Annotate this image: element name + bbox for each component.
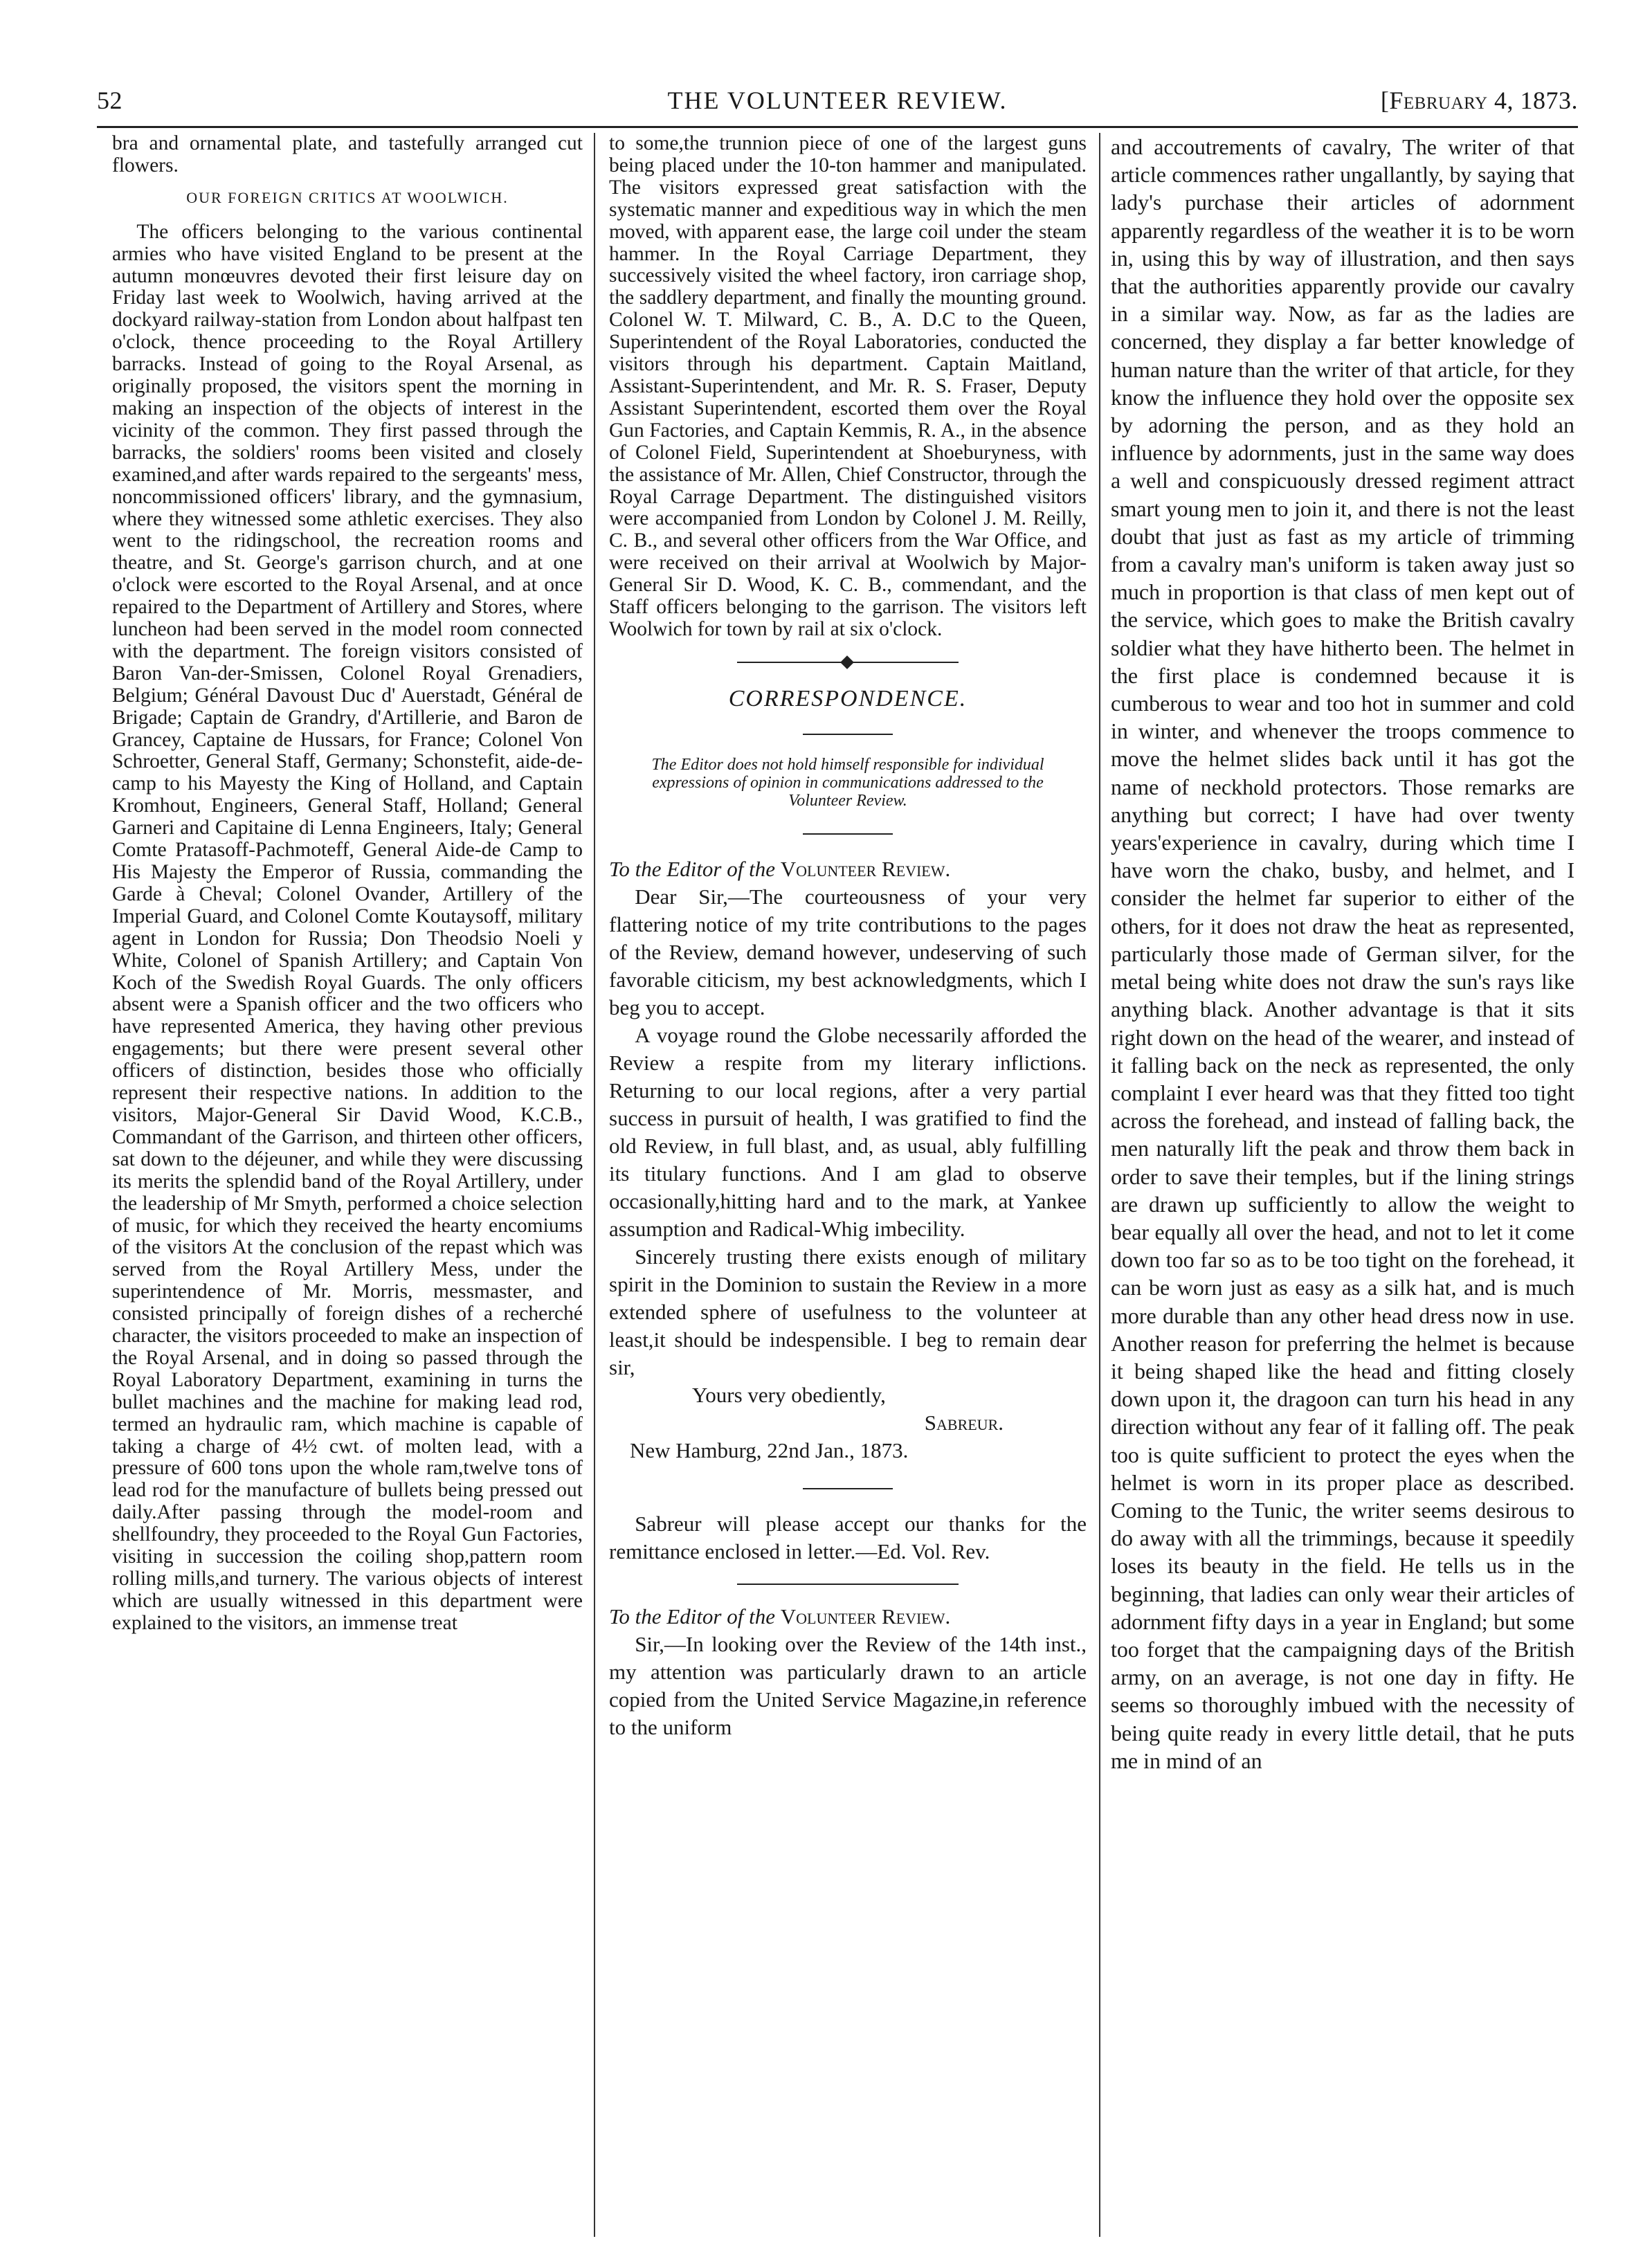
column-2: [609, 133, 1087, 2237]
article-paragraph: to some,the trunnion piece of one of the largest guns being placed under the 10-ton hammer and manipulated. The visitors expressed great satisfaction with the systematic manner and expeditious way in which the men moved, with apparent ease, the large coil under the steam hammer. In the Royal Carriage Department, they successively visited the wheel factory, iron carriage shop, the saddlery department, and finally the mounting ground. Colonel W. T. Milward, C. B., A. D.C to the Queen, Superintendent of the Royal Laboratories, conducted the visitors through his department. Captain Maitland, Assistant-Superintendent, and Mr. R. S. Fraser, Deputy Assistant Superintendent, escorted them over the Royal Gun Factories, and Captain Kemmis, R. A., in the absence of Colonel Field, Superintendent at Shoeburyness, with the assistance of Mr. Allen, Chief Constructor, through the Royal Carrage Department. The distinguished visitors were accompanied from London by Colonel J. M. Reilly, C. B., and several other officers from the War Office, and were received on their arrival at Woolwich by Major-General Sir D. Wood, K. C. B., commendant, and the Staff officers belonging to the garrison. The visitors left Woolwich for town by rail at six o'clock.: [609, 133, 1087, 640]
issue-date: [February 4, 1873.: [1380, 87, 1578, 114]
letter-signature: Sabreur.: [924, 1410, 1004, 1435]
letter-continuation: and accoutrements of cavalry, The writer of that article commences rather ungallantly, by saying that lady's purchase their articles of adornment apparently regardless of the weather it is to be worn in, using this by way of illustration, and then says that the authorities apparently provide our cavalry in a similar way. Now, as far as the ladies are concerned, they display a far better knowledge of human nature than the writer of that article, for they know the influence they hold over the opposite sex by adorning the person, and as they hold an influence by adornments, just in the same way does a well and conspicuously dressed regiment attract smart young men to join it, and there is not the least doubt that just as fast as my article of trimming from a cavalry man's uniform is taken away just so much in proportion is that class of men kept out of the service, which goes to make the British cavalry soldier what they have hitherto been. The helmet in the first place is condemned because it is cumberous to wear and too hot in summer and cold in winter, and whenever the troops commence to move the helmet slides back until it has got the name of neckhold protectors. Those remarks are anything but correct; I have had over twenty years'experience in cavalry, during which time I have worn the chako, busby, and helmet, and I consider the helmet far superior to either of the others, for it does not draw the heat as represented, particularly those made of German silver, for the metal being white does not draw the sun's rays like anything black. Another advantage is that it sits right down on the head of the wearer, and instead of it falling back on the neck as represented, the only complaint I ever heard was that they fitted too tight across the forehead, and instead of falling back, the men naturally lift the peak and throw them back in order to save their temples, but if the lining strings are drawn up sufficiently to allow the weight to bear equally all over the head, and not to let it come down too far so as to be too tight on the forehead, it can be worn just as easy as a silk hat, and is much more durable than any other head dress now in use. Another reason for preferring the helmet is because it being shaped like the head and fitting closely down upon it, the dragoon can turn his head in any direction without any fear of it falling off. The peak too is quite sufficient to protect the eyes when the helmet is worn in its proper place as described. Coming to the Tunic, the writer seems desirous to do away with all the trimmings, because it speedily loses its beauty in the field. He tells us in the beginning, that ladies can only wear their articles of adornment fifty days in a year in England; but some too forget that the campaigning days of the British army, on an average, is not one day in fifty. He seems so thoroughly imbued with the necessity of being quite ready in every little detail, that he puts me in mind of an: [1111, 134, 1574, 1773]
section-divider: [737, 662, 959, 663]
column-divider: [594, 133, 595, 2237]
letter-paragraph: Sincerely trusting there exists enough of military spirit in the Dominion to sustain the Review in a more extended sphere of usefulness to the volunteer at least,it should be indespensible. I beg to remain dear sir,: [609, 1244, 1087, 1379]
letter-1: [609, 855, 1087, 1464]
columns: [97, 133, 1578, 2237]
editor-disclaimer: The Editor does not hold himself responsible for individual expressions of opinion in communications addressed to the Volunteer Review.: [651, 755, 1044, 810]
section-heading: CORRESPONDENCE.: [728, 685, 968, 711]
publication-title: THE VOLUNTEER REVIEW.: [667, 87, 1008, 114]
page-number: 52: [97, 87, 122, 114]
short-rule: [803, 1488, 893, 1489]
letter-paragraph: Dear Sir,—The courteousness of your very flattering notice of my trite contributions to the pages of the Review, demand however, undeserving of such favorable citicism, my best acknowledgments, which I beg you to accept.: [609, 884, 1087, 1019]
letter-paragraph: A voyage round the Globe necessarily afforded the Review a respite from my literary inflictions. Returning to our local regions, after a very partial success in pursuit of health, I was gratified to find the old Review, in full blast, and, as usual, ably fulfilling its titulary functions. And I am glad to observe occasionally,hitting hard and to the mark, at Yankee assumption and Radical-Whig imbecility.: [609, 1022, 1087, 1241]
letter-closing: Yours very obediently,: [692, 1382, 886, 1407]
letter-2: [609, 1603, 1087, 1741]
article-subhead: OUR FOREIGN CRITICS AT WOOLWICH.: [186, 188, 509, 206]
column-3: [1111, 133, 1574, 2237]
column-1: [112, 133, 583, 2237]
short-rule: [803, 833, 893, 835]
letter-address: To the Editor of the Volunteer Review.: [609, 1604, 951, 1629]
continued-text: bra and ornamental plate, and tastefully arranged cut flowers.: [112, 133, 583, 176]
editor-note-block: [609, 1510, 1087, 1566]
section-divider: [737, 1584, 959, 1585]
letter-address: To the Editor of the Volunteer Review.: [609, 856, 951, 881]
newspaper-page: [97, 76, 1578, 2242]
article-paragraph: The officers belonging to the various continental armies who have visited England to be present at the autumn monœuvres devoted their first leisure day on Friday last week to Woolwich, having arrived at the dockyard railway-station from London about halfpast ten o'clock, thence proceeding to the Royal Artillery barracks. Instead of going to the Royal Arsenal, as originally proposed, the visitors spent the morning in making an inspection of the objects of interest in the vicinity of the common. They first passed through the barracks, the soldiers' rooms been visited and closely examined,and after wards repaired to the sergeants' mess, noncommissioned officers' library, and the gymnasium, where they witnessed some athletic exercises. They also went to the ridingschool, the recreation rooms and theatre, and St. George's garrison church, and at one o'clock were escorted to the Royal Arsenal, and at once repaired to the Department of Artillery and Stores, where luncheon had been served in the model room connected with the department. The foreign visitors consisted of Baron Van-der-Smissen, Colonel Royal Grenadiers, Belgium; Général Davoust Duc d' Auerstadt, Général de Brigade; Captain de Grandry, d'Artillerie, and Baron de Grancey, Captaine de Hussars, for France; Colonel Von Schroetter, General Staff, Germany; Schonstefit, aide-de-camp to his Mayesty the King of Holland, and Captain Kromhout, Engineers, General Staff, Holland; General Garneri and Capitaine di Lenna Engineers, Italy; General Comte Pratasoff-Pachmoteff, General Aide-de Camp to His Majesty the Emperor of Russia, commanding the Garde à Cheval; Colonel Ovander, Artillery of the Imperial Guard, and Colonel Comte Koutaysoff, military agent in London for Russia; Don Theodsio Noeli y White, Colonel of Spanish Artillery; and Captain Von Koch of the Swedish Royal Guards. The only officers absent were a Spanish officer and the two officers who have represented America, they having other previous engagements; but there were present several other officers of distinction, besides those who officially represent their respective nations. In addition to the visitors, Major-General Sir David Wood, K.C.B., Commandant of the Garrison, and thirteen other officers, sat down to the déjeuner, and while they were discussing its merits the splendid band of the Royal Artillery, under the leadership of Mr Smyth, performed a choice selection of music, for which they received the hearty encomiums of the visitors At the conclusion of the repast which was served from the Royal Artillery Mess, under the superintendence of Mr. Morris, messmaster, and consisted principally of foreign dishes of a recherché character, the visitors proceeded to make an inspection of the Royal Arsenal, and in doing so passed through the Royal Laboratory Department, examining in turns the bullet machines and the machine for making lead rod, termed an hydraulic ram, which machine is capable of taking a charge of 4½ cwt. of molten lead, with a pressure of 600 tons upon the whole ram,twelve tons of lead rod for the manufacture of bullets being pressed out daily.After passing through the model-room and shellfoundry, they proceeded to the Royal Gun Factories, visiting in succession the coiling shop,pattern room rolling mills,and turnery. The various objects of interest which are usually witnessed in this department were explained to the visitors, an immense treat: [112, 220, 583, 1634]
header-rule: [97, 126, 1578, 128]
letter-paragraph: Sir,—In looking over the Review of the 14th inst., my attention was particularly drawn to an article copied from the United Service Magazine,in reference to the uniform: [609, 1631, 1087, 1739]
column-divider: [1099, 133, 1100, 2237]
page-header: [97, 76, 1578, 126]
letter-dateline: New Hamburg, 22nd Jan., 1873.: [630, 1437, 909, 1462]
editor-note: Sabreur will please accept our thanks for the remittance enclosed in letter.—Ed. Vol. Rev.: [609, 1511, 1087, 1563]
short-rule: [803, 734, 893, 735]
